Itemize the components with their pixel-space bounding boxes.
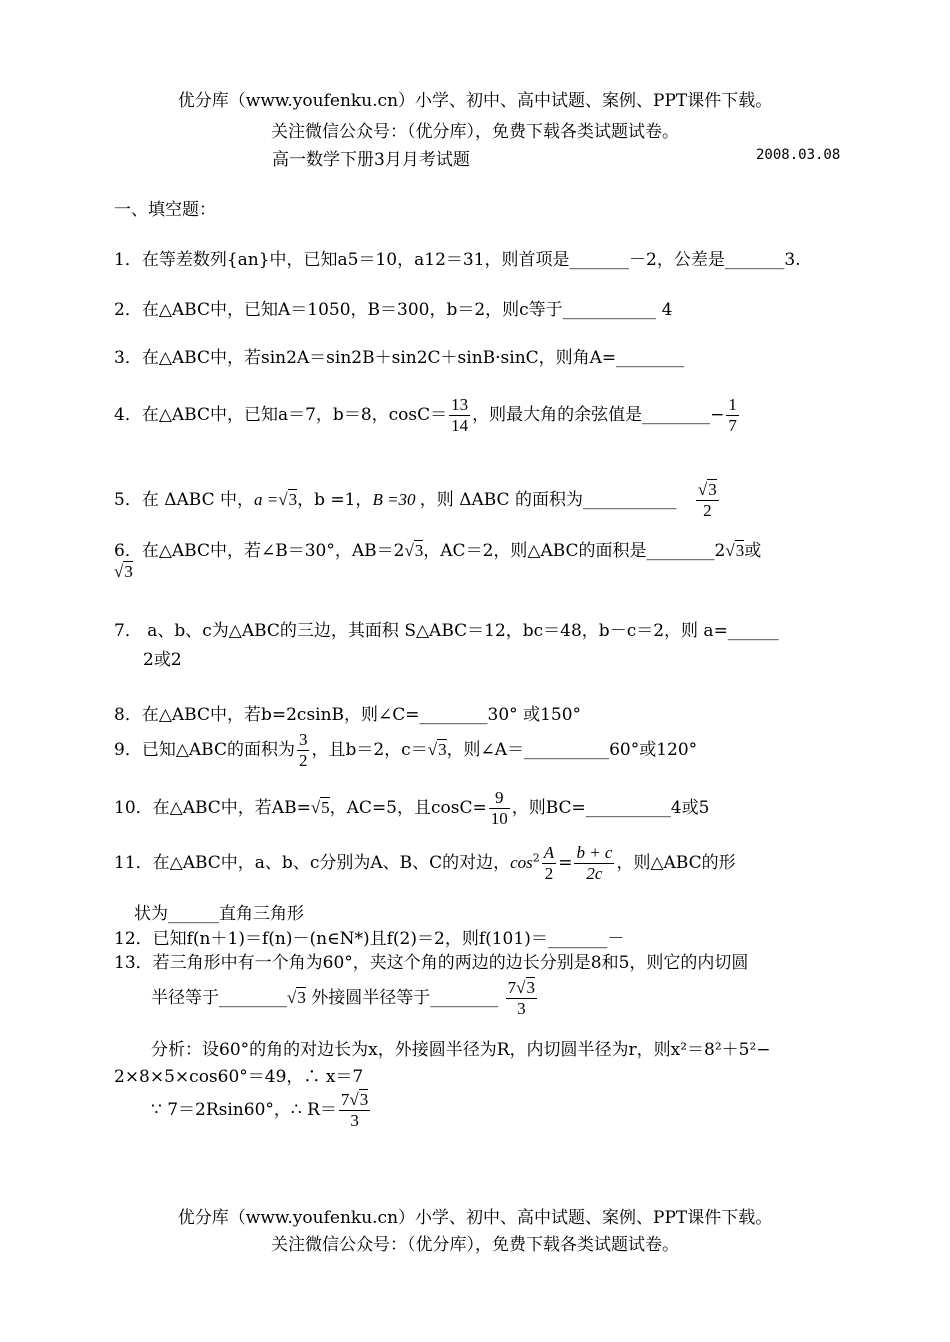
question-6: 6．在△ABC中，若∠B＝30°，AB＝2√3，AC＝2，则△ABC的面积是________2√3或	[114, 541, 762, 561]
exam-date: 2008.03.08	[756, 147, 841, 163]
question-11-line-2: 状为______直角三角形	[134, 904, 304, 924]
analysis-fraction: $\frac{7√3}{3}$	[340, 1090, 369, 1130]
question-13-line-2: 半径等于________√3 外接圆半径等于________ $\frac{7√3}{3}$	[151, 978, 535, 1018]
question-7-answer: 2或2	[143, 650, 182, 670]
footer-line-2: 关注微信公众号：（优分库），免费下载各类试题试卷。	[271, 1235, 679, 1255]
question-2: 2．在△ABC中，已知A＝1050，B＝300，b＝2，则c等于___________ 4	[114, 300, 673, 320]
q13-answer-fraction: $\frac{7√3}{3}$	[507, 978, 535, 1018]
analysis-line-1: 分析：设60°的角的对边长为x，外接圆半径为R，内切圆半径为r，则x²＝8²＋5²−	[151, 1040, 771, 1060]
footer-line-1: 优分库（www.youfenku.cn）小学、初中、高中试题、案例、PPT课件下载。	[177, 1208, 773, 1228]
analysis-line-2: 2×8×5×cos60°＝49，∴ x＝7	[114, 1067, 364, 1087]
page-title: 高一数学下册3月月考试题	[272, 150, 470, 170]
q4-answer-fraction: $\frac{1}{7}$	[728, 395, 737, 435]
section-heading: 一、填空题：	[114, 200, 216, 220]
q4-text: 4．在△ABC中，已知a＝7，b＝8，cosC＝	[114, 405, 448, 425]
q4-fraction: $\frac{13}{14}$	[451, 395, 469, 435]
question-4	[114, 395, 741, 436]
header-line-2: 关注微信公众号：（优分库），免费下载各类试题试卷。	[271, 122, 679, 142]
question-13: 13．若三角形中有一个角为60°，夹这个角的两边的边长分别是8和5，则它的内切圆	[114, 953, 749, 973]
question-1: 1．在等差数列{an}中，已知a5＝10，a12＝31，则首项是_______－2，公差是_______3.	[114, 250, 801, 270]
question-9: 9．已知△ABC的面积为 $\frac{3}{2}$ ，且b＝2，c＝√3，则∠A＝__________60°或120°	[114, 730, 698, 770]
question-11: 11．在△ABC中，a、b、c分别为A、B、C的对边，$\cos^2$ $\frac{A}{2}$ = $\frac{b + c}{2c}$ ，则△ABC的形	[114, 843, 736, 883]
q9-fraction: $\frac{3}{2}$	[298, 730, 308, 770]
q5-sqrt: √3	[278, 490, 298, 509]
question-3: 3．在△ABC中，若sin2A＝sin2B＋sin2C＋sinB·sinC，则角A=________	[114, 348, 685, 368]
header-line-1: 优分库（www.youfenku.cn）小学、初中、高中试题、案例、PPT课件下载。	[177, 91, 773, 111]
question-8: 8．在△ABC中，若b=2csinB，则∠C=________30° 或150°	[114, 705, 582, 725]
question-7: 7． a、b、c为△ABC的三边，其面积 S△ABC＝12，bc＝48，b－c＝2，则 a=______	[114, 621, 779, 641]
analysis-line-3: ∵ 7＝2Rsin60°，∴ R＝ $\frac{7√3}{3}$	[151, 1090, 369, 1130]
q4-answer-sign: −	[710, 405, 725, 425]
q4-text-2: ，则最大角的余弦值是________	[472, 405, 711, 425]
question-12: 12．已知f(n＋1)＝f(n)－(n∈N*)且f(2)＝2，则f(101)＝_______－	[114, 929, 625, 949]
q5-answer-fraction: $\frac{√3}{2}$	[697, 480, 717, 520]
question-5: 5．在 ΔABC 中，a =√3，b =1，B =30 ，则 ΔABC 的面积为___________ $\frac{√3}{2}$	[114, 480, 717, 520]
question-6-line-2: √3	[114, 562, 133, 581]
q10-fraction: $\frac{9}{10}$	[490, 788, 508, 828]
question-10: 10．在△ABC中，若AB=√5，AC=5，且cosC= $\frac{9}{10}$ ，则BC=__________4或5	[114, 788, 710, 828]
